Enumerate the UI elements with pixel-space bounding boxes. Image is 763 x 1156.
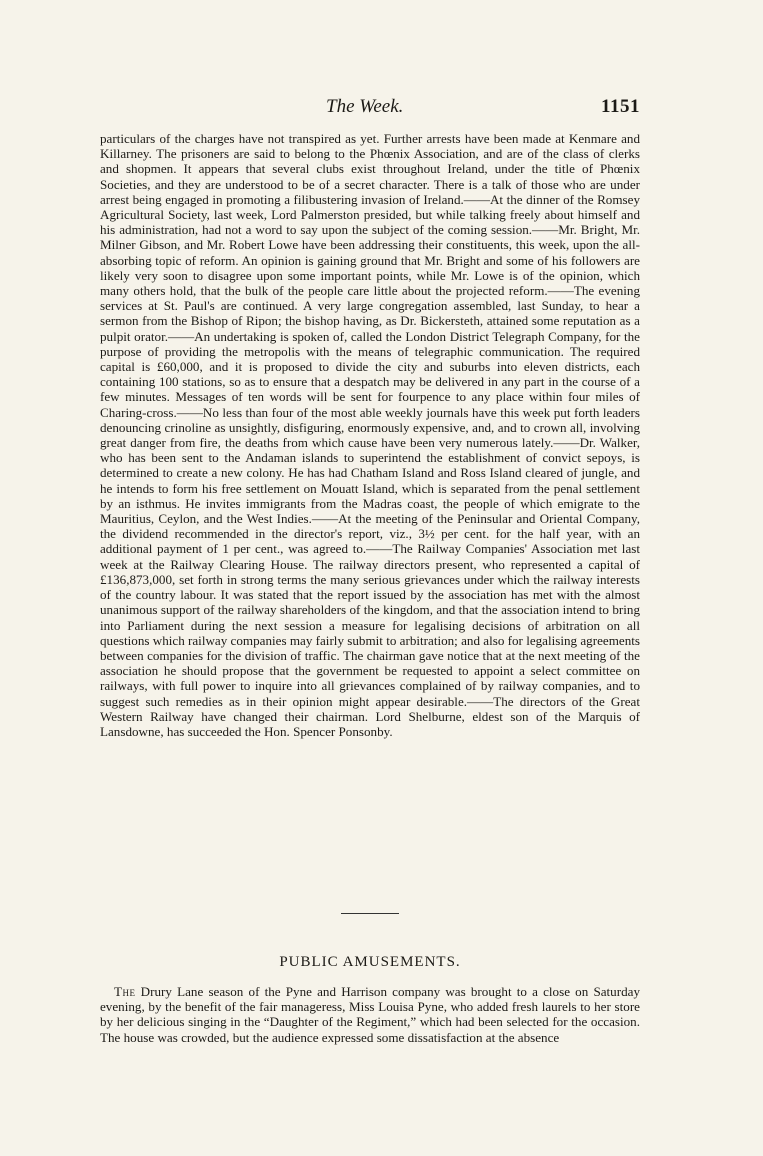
- section-text: Drury Lane season of the Pyne and Harrison company was brought to a close on Saturday evening, by the benefit of the fair manageress, Miss Louisa Pyne, who added fresh laurels to her store by her delicious singing in the “Daughter of the Regiment,” which had been selected for the occasion. The house was crowded, but the audience expressed some dissatisfaction at the absence: [100, 984, 640, 1045]
- running-title: The Week.: [326, 96, 404, 117]
- article-paragraph: particulars of the charges have not transpired as yet. Further arrests have been made at Kenmare and Killarney. The prisoners are said to belong to the Phœnix Association, and are of the class of clerks and shopmen. It appears that several clubs exist throughout Ireland, under the title of Phœnix Societies, and they are understood to be of a secret character. There is a talk of those who are under arrest being engaged in promoting a filibustering invasion of Ireland.——At the dinner of the Romsey Agricultural Society, last week, Lord Palmerston presided, but while talking freely about himself and his administration, had not a word to say upon the subject of the coming session.——Mr. Bright, Mr. Milner Gibson, and Mr. Robert Lowe have been addressing their constituents, this week, upon the all-absorbing topic of reform. An opinion is gaining ground that Mr. Bright and some of his followers are likely very soon to disagree upon some important points, while Mr. Lowe is of the opinion, which many others hold, that the bulk of the people care little about the projected reform.——The evening services at St. Paul's are continued. A very large congregation assembled, last Sunday, to hear a sermon from the Bishop of Ripon; the bishop having, as Dr. Bickersteth, attained some reputation as a pulpit orator.——An undertaking is spoken of, called the London District Telegraph Company, for the purpose of providing the metropolis with the means of telegraphic communication. The required capital is £60,000, and it is proposed to divide the city and suburbs into eleven districts, each containing 100 stations, so as to ensure that a despatch may be delivered in any part in the course of a few minutes. Messages of ten words will be sent for fourpence to any place within four miles of Charing-cross.——No less than four of the most able weekly journals have this week put forth leaders denouncing crinoline as unsightly, disfiguring, enormously expensive, and, and to crown all, involving great danger from fire, the deaths from which cause have been very numerous lately.——Dr. Walker, who has been sent to the Andaman islands to superintend the establishment of convict sepoys, is determined to create a new colony. He has had Chatham Island and Ross Island cleared of jungle, and he intends to form his free settlement on Mouatt Island, which is separated from the penal settlement by an isthmus. He invites immigrants from the Madras coast, the people of which emigrate to the Mauritius, Ceylon, and the West Indies.——At the meeting of the Peninsular and Oriental Company, the dividend recommended in the director's report, viz., 3½ per cent. for the half year, with an additional payment of 1 per cent., was agreed to.——The Railway Companies' Association met last week at the Railway Clearing House. The railway directors present, who represented a capital of £136,873,000, set forth in strong terms the many serious grievances under which the railway interests of the country labour. It was stated that the report issued by the association has met with the almost unanimous support of the railway shareholders of the kingdom, and that the association intend to bring into Parliament during the next session a measure for legalising decisions of arbitration on all questions which railway companies may fairly submit to arbitration; and also for legalising agreements between companies for the division of traffic. The chairman gave notice that at the next meeting of the association he should propose that the government be requested to appoint a select committee on railways, with full power to inquire into all grievances complained of by railway companies, and to suggest such remedies as in their opinion might appear desirable.——The directors of the Great Western Railway have changed their chairman. Lord Shelburne, eldest son of the Marquis of Lansdowne, has succeeded the Hon. Spencer Ponsonby.: [100, 131, 640, 739]
- section-body: [100, 984, 640, 1045]
- article-body: [100, 131, 640, 739]
- section-paragraph: [100, 984, 640, 1045]
- page-header: [100, 96, 640, 122]
- page-number: 1151: [601, 96, 640, 117]
- section-heading: PUBLIC AMUSEMENTS.: [279, 954, 461, 970]
- lead-word: The: [114, 984, 136, 999]
- section-divider: [341, 913, 399, 914]
